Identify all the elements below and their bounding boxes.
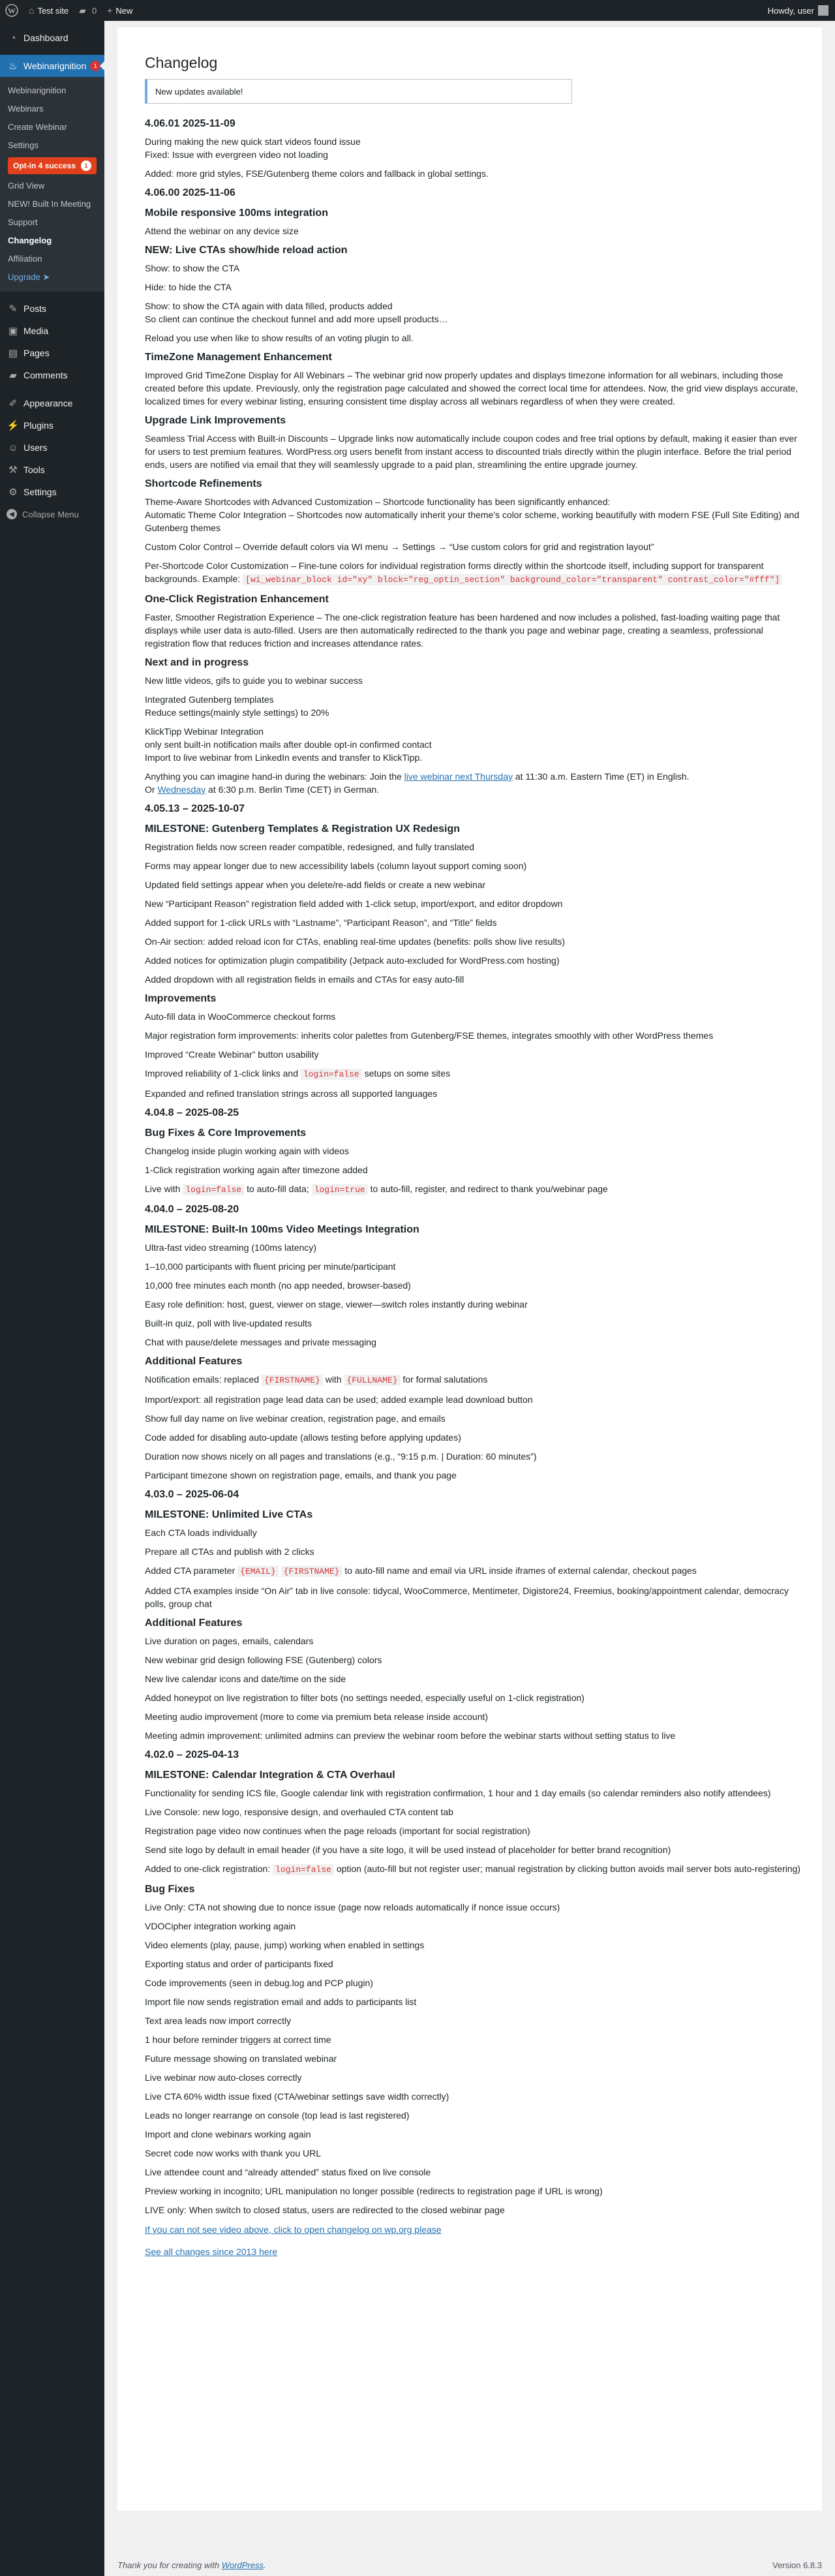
comment-bubble-icon: ▰ xyxy=(79,5,86,16)
list-item: Per-Shortcode Color Customization – Fine-tune colors for individual registration forms directly within the shortcode itself, including support for transparent backgrounds. Example: [wi_webinar_block id="xy" block="reg_optin_section" background_color="transparent" contrast_color="#fff"] xyxy=(145,559,801,587)
version-heading: 4.02.0 – 2025-04-13 xyxy=(145,1749,239,1760)
comments-count: 0 xyxy=(91,5,97,16)
list-item: 10,000 free minutes each month (no app needed, browser-based) xyxy=(145,1280,411,1291)
section-heading: NEW: Live CTAs show/hide reload action xyxy=(145,245,348,256)
optin-badge: 1 xyxy=(81,161,91,171)
list-item: Easy role definition: host, guest, viewer on stage, viewer—switch roles instantly during webinar xyxy=(145,1299,528,1310)
page-title: Changelog xyxy=(145,54,218,71)
list-item: Live with login=false to auto-fill data; login=true to auto-fill, register, and redirect to thank you/webinar page xyxy=(145,1184,608,1195)
list-item: Improved “Create Webinar” button usability xyxy=(145,1049,319,1060)
menu-media[interactable]: ▣ Media xyxy=(0,320,104,342)
section-heading: Next and in progress xyxy=(145,657,249,668)
home-icon: ⌂ xyxy=(29,5,35,16)
list-item: Added notices for optimization plugin compatibility (Jetpack auto-excluded for WordPress.com hosting) xyxy=(145,955,560,966)
list-item: Exporting status and order of participants fixed xyxy=(145,1959,333,1969)
section-heading: MILESTONE: Built-In 100ms Video Meetings Integration xyxy=(145,1224,419,1235)
changelog-content xyxy=(145,117,801,2258)
list-item: Live duration on pages, emails, calendars xyxy=(145,1636,314,1646)
section-heading: Improvements xyxy=(145,993,217,1004)
list-item: Ultra-fast video streaming (100ms latency) xyxy=(145,1242,316,1253)
comments-link[interactable] xyxy=(74,0,102,21)
list-item: Text area leads now import correctly xyxy=(145,2016,292,2026)
list-item: During making the new quick start videos found issue Fixed: Issue with evergreen video not loading xyxy=(145,136,361,160)
section-heading: MILESTONE: Gutenberg Templates & Registration UX Redesign xyxy=(145,823,461,835)
list-item: Live Only: CTA not showing due to nonce issue (page now reloads automatically if nonce issue occurs) xyxy=(145,1902,560,1912)
list-item: Theme-Aware Shortcodes with Advanced Customization – Shortcode functionality has been significantly enhanced: Automatic Theme Color Integration – Shortcodes now automatically inherit your theme's color scheme, working beautifully with modern FSE (Full Site Editing) and Gutenberg themes xyxy=(145,497,800,533)
list-item: Show full day name on live webinar creation, registration page, and emails xyxy=(145,1413,446,1424)
list-item: New “Participant Reason” registration field added with 1-click setup, import/export, and editor dropdown xyxy=(145,898,563,909)
list-item: Added: more grid styles, FSE/Gutenberg theme colors and fallback in global settings. xyxy=(145,168,489,179)
list-item: Auto-fill data in WooCommerce checkout forms xyxy=(145,1011,336,1022)
submenu-upgrade[interactable]: Upgrade ➤ xyxy=(8,272,50,282)
all-changes-link[interactable]: See all changes since 2013 here xyxy=(145,2246,278,2257)
list-item: Registration page video now continues when the page reloads (important for social registration) xyxy=(145,1826,530,1836)
footer-version: Version 6.8.3 xyxy=(772,2560,822,2570)
submenu-changelog[interactable]: Changelog xyxy=(8,236,52,245)
list-item: Prepare all CTAs and publish with 2 clicks xyxy=(145,1546,314,1557)
list-item: Functionality for sending ICS file, Google calendar link with registration confirmation, 1 hour and 1 day emails (so calendar reminders also notify attendees) xyxy=(145,1788,771,1798)
wednesday-link[interactable]: Wednesday xyxy=(157,784,206,795)
list-item: Live webinar now auto-closes correctly xyxy=(145,2072,302,2083)
comment-icon: ▰ xyxy=(9,370,17,381)
list-item: Show: to show the CTA xyxy=(145,263,240,273)
submenu-create-webinar[interactable]: Create Webinar xyxy=(8,122,67,132)
list-item: New webinar grid design following FSE (Gutenberg) colors xyxy=(145,1655,382,1665)
list-item: On-Air section: added reload icon for CTAs, enabling real-time updates (benefits: polls show live results) xyxy=(145,936,566,947)
list-item: Faster, Smoother Registration Experience – The one-click registration feature has been hardened and now includes a polished, fast-loading waiting page that displays while user data is auto-filled. Users are then automatically redirected to the thank you page and webinar page, creating a seamless, professional registration flow that reduces friction and increases attendance rates. xyxy=(145,612,780,649)
section-heading: Shortcode Refinements xyxy=(145,478,262,489)
svg-text:W: W xyxy=(8,6,16,16)
list-item: Import file now sends registration email and adds to participants list xyxy=(145,1997,417,2007)
list-item: Built-in quiz, poll with live-updated results xyxy=(145,1318,312,1328)
list-item: Meeting audio improvement (more to come via premium beta release inside account) xyxy=(145,1711,489,1722)
version-heading: 4.06.01 2025-11-09 xyxy=(145,118,235,129)
submenu-built-in-meeting[interactable]: NEW! Built In Meeting xyxy=(8,199,91,209)
version-heading: 4.04.8 – 2025-08-25 xyxy=(145,1107,239,1118)
menu-users[interactable]: ☺ Users xyxy=(0,437,104,459)
plus-icon: + xyxy=(107,5,113,16)
updates-notice xyxy=(145,79,572,104)
list-item: Meeting admin improvement: unlimited admins can preview the webinar room before the webinar starts without setting status to live xyxy=(145,1730,676,1741)
list-item: New little videos, gifs to guide you to webinar success xyxy=(145,675,363,686)
list-item: Live attendee count and “already attended” status fixed on live console xyxy=(145,2167,431,2177)
menu-webinarignition[interactable]: ♨ Webinarignition 1 xyxy=(0,55,104,77)
menu-plugins[interactable]: ⚡ Plugins xyxy=(7,420,53,431)
submenu-grid-view[interactable]: Grid View xyxy=(8,181,45,191)
list-item: Video elements (play, pause, jump) working when enabled in settings xyxy=(145,1940,425,1950)
section-heading: Mobile responsive 100ms integration xyxy=(145,207,328,219)
list-item: Secret code now works with thank you URL xyxy=(145,2148,322,2158)
list-item: Code added for disabling auto-update (allows testing before applying updates) xyxy=(145,1432,461,1443)
howdy-text: Howdy, user xyxy=(767,5,814,16)
section-heading: Bug Fixes & Core Improvements xyxy=(145,1127,307,1139)
page-icon: ▤ xyxy=(8,348,18,359)
site-name: Test site xyxy=(37,5,69,16)
list-item: Seamless Trial Access with Built-in Discounts – Upgrade links now automatically include coupon codes and free trial options by default, making it easier than ever for users to test premium features. WordPress.org users benefit from instant access to discounted trials directly within the plugin interface. Before the trial period ends, users are notified via email that they will seamlessly upgrade to a paid plan, streamlining the entire upgrade journey. xyxy=(145,433,797,470)
pushpin-icon: ✎ xyxy=(8,303,18,314)
list-item: Participant timezone shown on registration page, emails, and thank you page xyxy=(145,1470,457,1480)
list-item: 1 hour before reminder triggers at correct time xyxy=(145,2034,331,2045)
list-item: Added dropdown with all registration fields in emails and CTAs for easy auto-fill xyxy=(145,974,464,985)
list-item: Improved Grid TimeZone Display for All Webinars – The webinar grid now properly updates and displays timezone information for all webinars, including those created before this update. Previously, only the registration page calculated and showed the correct local time for attendees. Now, the grid view displays accurate, localized times for every webinar listing, ensuring consistent time display across all webinars regardless of when they were created. xyxy=(145,370,798,406)
list-item: Custom Color Control – Override default colors via WI menu → Settings → “Use custom colors for grid and registration layout” xyxy=(145,542,654,552)
list-item: Notification emails: replaced {FIRSTNAME} with {FULLNAME} for formal salutations xyxy=(145,1374,488,1385)
submenu-webinarignition[interactable]: Webinarignition xyxy=(8,85,67,95)
notice-text: New updates available! xyxy=(155,86,243,97)
list-item: Added support for 1-click URLs with “Lastname”, “Participant Reason”, and “Title” fields xyxy=(145,917,497,928)
list-item: Preview working in incognito; URL manipulation no longer possible (redirects to registration page if URL is wrong) xyxy=(145,2186,603,2196)
wp-org-changelog-link[interactable]: If you can not see video above, click to open changelog on wp.org please xyxy=(145,2224,442,2235)
user-icon: ☺ xyxy=(8,442,18,453)
list-item: Attend the webinar on any device size xyxy=(145,226,299,236)
site-name-link[interactable] xyxy=(23,0,74,21)
list-item: KlickTipp Webinar Integration only sent built-in notification mails after double opt-in confirmed contact Import to live webinar from LinkedIn events and transfer to KlickTipp. xyxy=(145,726,432,763)
list-item: Added to one-click registration: login=false option (auto-fill but not register user; manual registration by clicking button avoids mail server bots auto-registering) xyxy=(145,1863,801,1875)
arrow-right-icon: ➤ xyxy=(42,272,50,282)
section-heading: MILESTONE: Unlimited Live CTAs xyxy=(145,1509,313,1520)
list-item: Leads no longer rearrange on console (top lead is last registered) xyxy=(145,2110,410,2121)
changelog-links xyxy=(145,2223,801,2258)
submenu-webinars[interactable]: Webinars xyxy=(8,104,44,114)
list-item: Duration now shows nicely on all pages and translations (e.g., “9:15 p.m. | Duration: 60 minutes”) xyxy=(145,1451,537,1462)
new-label: New xyxy=(115,5,133,16)
media-icon: ▣ xyxy=(8,326,18,337)
changelog-card xyxy=(117,27,822,2511)
section-heading: Additional Features xyxy=(145,1356,243,1367)
list-item: Reload you use when like to show results of an voting plugin to all. xyxy=(145,333,414,343)
avatar xyxy=(818,5,828,16)
version-heading: 4.03.0 – 2025-06-04 xyxy=(145,1489,239,1500)
version-heading: 4.06.00 2025-11-06 xyxy=(145,187,235,198)
shortcode-example: [wi_webinar_block id="xy" block="reg_optin_section" background_color="transparent" contrast_color="#fff"] xyxy=(243,574,782,585)
section-heading: Upgrade Link Improvements xyxy=(145,415,286,426)
flame-icon: ♨ xyxy=(8,61,18,72)
list-item: 1–10,000 participants with fluent pricing per minute/participant xyxy=(145,1261,396,1272)
list-item: Future message showing on translated webinar xyxy=(145,2053,337,2064)
section-heading: MILESTONE: Calendar Integration & CTA Overhaul xyxy=(145,1770,395,1781)
webinarignition-submenu xyxy=(0,77,104,292)
collapse-arrow-icon: ◀ xyxy=(7,509,17,519)
menu-appearance[interactable]: ✐ Appearance xyxy=(0,392,104,414)
update-badge: 1 xyxy=(90,61,100,71)
new-content-link[interactable] xyxy=(102,0,138,21)
submenu-settings[interactable]: Settings xyxy=(8,140,38,150)
list-item: Added honeypot on live registration to filter bots (no settings needed, especially useful on 1-click registration) xyxy=(145,1693,584,1703)
list-item: Changelog inside plugin working again with videos xyxy=(145,1146,349,1156)
admin-sidebar xyxy=(0,21,104,2576)
list-item: Registration fields now screen reader compatible, redesigned, and fully translated xyxy=(145,842,475,852)
admin-bar xyxy=(0,0,835,21)
menu-comments[interactable]: ▰ Comments xyxy=(0,364,104,386)
section-heading: TimeZone Management Enhancement xyxy=(145,352,332,363)
dashboard-gauge-icon: ◔ xyxy=(10,32,16,44)
list-item: Show: to show the CTA again with data filled, products added So client can continue the checkout funnel and add more upsell products… xyxy=(145,301,448,324)
list-item: New live calendar icons and date/time on the side xyxy=(145,1674,346,1684)
plug-icon: ⚡ xyxy=(7,420,20,431)
list-item: Integrated Gutenberg templates Reduce settings(mainly style settings) to 20% xyxy=(145,694,329,718)
section-heading: Bug Fixes xyxy=(145,1884,195,1895)
list-item: Expanded and refined translation strings across all supported languages xyxy=(145,1088,438,1099)
list-item: LIVE only: When switch to closed status, users are redirected to the closed webinar page xyxy=(145,2205,505,2215)
list-item: Code improvements (seen in debug.log and PCP plugin) xyxy=(145,1978,373,1988)
menu-tools[interactable]: ⚒ Tools xyxy=(0,459,104,481)
my-account[interactable] xyxy=(768,5,835,16)
list-item: Added CTA examples inside “On Air” tab in live console: tidycal, WooCommerce, Mentimeter, Digistore24, Freemius, booking/appointment calendar, democracy polls, group chat xyxy=(145,1586,789,1609)
list-item: VDOCipher integration working again xyxy=(145,1921,296,1931)
submenu-affiliation[interactable]: Affiliation xyxy=(8,254,42,264)
settings-sliders-icon: ⚙ xyxy=(8,487,18,498)
menu-pages[interactable]: ▤ Pages xyxy=(0,342,104,364)
list-item: Updated field settings appear when you delete/re-add fields or create a new webinar xyxy=(145,880,486,890)
version-heading: 4.04.0 – 2025-08-20 xyxy=(145,1204,239,1215)
menu-dashboard[interactable]: ◔ Dashboard xyxy=(0,27,104,49)
list-item: Live Console: new logo, responsive design, and overhauled CTA content tab xyxy=(145,1807,453,1817)
main-content xyxy=(104,21,835,2576)
wordpress-logo-icon[interactable] xyxy=(0,0,23,21)
wrench-icon: ⚒ xyxy=(8,465,18,476)
admin-footer xyxy=(117,2560,822,2570)
list-item: Live CTA 60% width issue fixed (CTA/webinar settings save width correctly) xyxy=(145,2091,449,2102)
list-item: Each CTA loads individually xyxy=(145,1527,257,1538)
submenu-support[interactable]: Support xyxy=(8,217,38,227)
list-item: Hide: to hide the CTA xyxy=(145,282,232,292)
list-item: Chat with pause/delete messages and private messaging xyxy=(145,1337,376,1347)
section-heading: Additional Features xyxy=(145,1618,243,1629)
wordpress-link[interactable]: WordPress xyxy=(221,2560,264,2570)
menu-posts[interactable]: ✎ Posts xyxy=(0,298,104,320)
list-item: Improved reliability of 1-click links and login=false setups on some sites xyxy=(145,1068,451,1079)
live-webinar-link[interactable]: live webinar next Thursday xyxy=(404,771,513,782)
section-heading: One-Click Registration Enhancement xyxy=(145,594,329,605)
list-item: Major registration form improvements: inherits color palettes from Gutenberg/FSE themes, integrates smoothly with other WordPress themes xyxy=(145,1030,714,1041)
list-item: Import/export: all registration page lead data can be used; added example lead download button xyxy=(145,1394,533,1405)
footer-thanks: Thank you for creating with WordPress. xyxy=(117,2560,266,2570)
list-item: Forms may appear longer due to new accessibility labels (column layout support coming soon) xyxy=(145,861,527,871)
version-heading: 4.05.13 – 2025-10-07 xyxy=(145,803,245,814)
collapse-menu-button[interactable]: ◀ Collapse Menu xyxy=(0,503,104,525)
list-item: 1-Click registration working again after timezone added xyxy=(145,1165,368,1175)
list-item: Send site logo by default in email header (if you have a site logo, it will be used instead of placeholder for better brand recognition) xyxy=(145,1845,671,1855)
optin-4-success-button[interactable]: Opt-in 4 success 1 xyxy=(8,157,97,174)
list-item: Import and clone webinars working again xyxy=(145,2129,311,2139)
menu-settings[interactable]: ⚙ Settings xyxy=(0,481,104,503)
list-item: Added CTA parameter {EMAIL} {FIRSTNAME} to auto-fill name and email via URL inside iframes of external calendar, checkout pages xyxy=(145,1565,697,1576)
list-item: Anything you can imagine hand-in during the webinars: Join the live webinar next Thursday at 11:30 a.m. Eastern Time (ET) in English. Or Wednesday at 6:30 p.m. Berlin Time (CET) in German. xyxy=(145,771,690,795)
paintbrush-icon: ✐ xyxy=(8,398,18,409)
